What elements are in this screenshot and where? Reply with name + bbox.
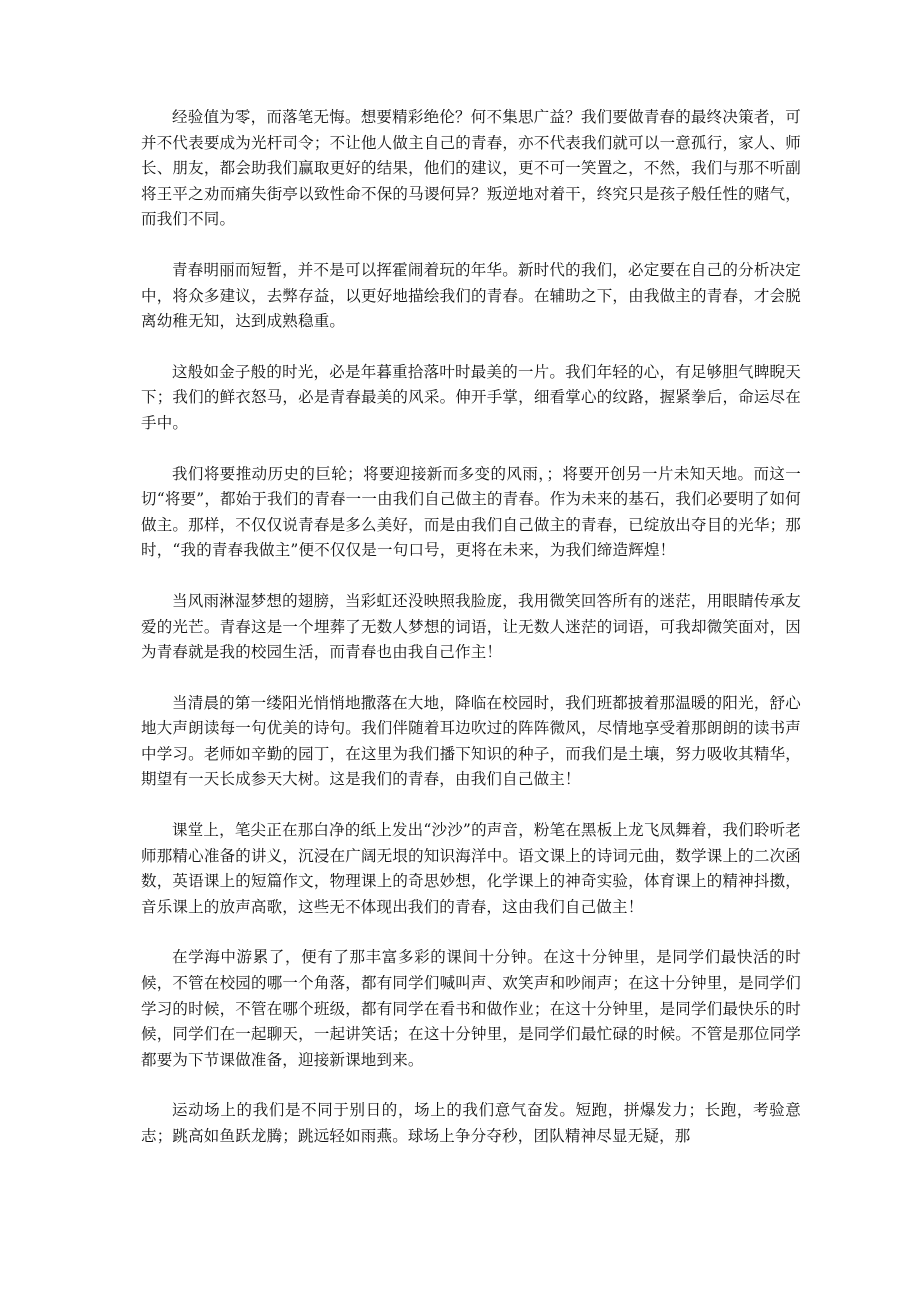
document-body: [141, 105, 801, 1175]
paragraph-8: 在学海中游累了，便有了那丰富多彩的课间十分钟。在这十分钟里，是同学们最快活的时候，不管在校园的哪一个角落，都有同学们喊叫声、欢笑声和吵闹声；在这十分钟里，是同学们学习的时候，不管在哪个班级，都有同学在看书和做作业；在这十分钟里，是同学们最快乐的时候，同学们在一起聊天，一起讲笑话；在这十分钟里，是同学们最忙碌的时候。不管是那位同学都要为下节课做准备，迎接新课地到来。: [141, 948, 801, 1069]
paragraph-6: 当清晨的第一缕阳光悄悄地撒落在大地，降临在校园时，我们班都披着那温暖的阳光，舒心地大声朗读每一句优美的诗句。我们伴随着耳边吹过的阵阵微风，尽情地享受着那朗朗的读书声中学习。老师如辛勤的园丁，在这里为我们播下知识的种子，而我们是土壤，努力吸收其精华，期望有一天长成参天大树。这是我们的青春，由我们自己做主！: [141, 693, 801, 789]
paragraph-2: 青春明丽而短暂，并不是可以挥霍闹着玩的年华。新时代的我们，必定要在自己的分析决定中，将众多建议，去弊存益，以更好地描绘我们的青春。在辅助之下，由我做主的青春，才会脱离幼稚无知，达到成熟稳重。: [141, 260, 801, 331]
paragraph-4: 我们将要推动历史的巨轮；将要迎接新而多变的风雨，；将要开创另一片未知天地。而这一切“将要”，都始于我们的青春一一由我们自己做主的青春。作为未来的基石，我们必要明了如何做主。那样，不仅仅说青春是多么美好，而是由我们自己做主的青春，已绽放出夺目的光华；那时，“我的青春我做主”便不仅仅是一句口号，更将在未来，为我们缔造辉煌！: [141, 464, 801, 560]
paragraph-3: 这般如金子般的时光，必是年暮重拾落叶时最美的一片。我们年轻的心，有足够胆气睥睨天下；我们的鲜衣怒马，必是青春最美的风采。伸开手掌，细看掌心的纹路，握紧拳后，命运尽在手中。: [141, 362, 801, 432]
paragraph-1: 经验值为零，而落笔无悔。想要精彩绝伦？何不集思广益？我们要做青春的最终决策者，可并不代表要成为光杆司令；不让他人做主自己的青春，亦不代表我们就可以一意孤行，家人、师长、朋友，都会助我们赢取更好的结果，他们的建议，更不可一笑置之，不然，我们与那不听副将王平之劝而痛失街亭以致性命不保的马谡何异？叛逆地对着干，终究只是孩子般任性的赌气，而我们不同。: [141, 108, 801, 229]
paragraph-9: 运动场上的我们是不同于别日的，场上的我们意气奋发。短跑，拼爆发力；长跑，考验意志；跳高如鱼跃龙腾；跳远轻如雨燕。球场上争分夺秒，团队精神尽显无疑，那: [141, 1101, 801, 1145]
paragraph-5: 当风雨淋湿梦想的翅膀，当彩虹还没映照我脸庞，我用微笑回答所有的迷茫，用眼睛传承友爱的光芒。青春这是一个埋葬了无数人梦想的词语，让无数人迷茫的词语，可我却微笑面对，因为青春就是我的校园生活，而青春也由我自己作主！: [141, 591, 801, 662]
paragraph-7: 课堂上，笔尖正在那白净的纸上发出“沙沙”的声音，粉笔在黑板上龙飞凤舞着，我们聆听老师那精心准备的讲义，沉浸在广阔无垠的知识海洋中。语文课上的诗词元曲，数学课上的二次函数，英语课上的短篇作文，物理课上的奇思妙想，化学课上的神奇实验，体育课上的精神抖擞，音乐课上的放声高歌，这些无不体现出我们的青春，这由我们自己做主！: [141, 821, 801, 916]
